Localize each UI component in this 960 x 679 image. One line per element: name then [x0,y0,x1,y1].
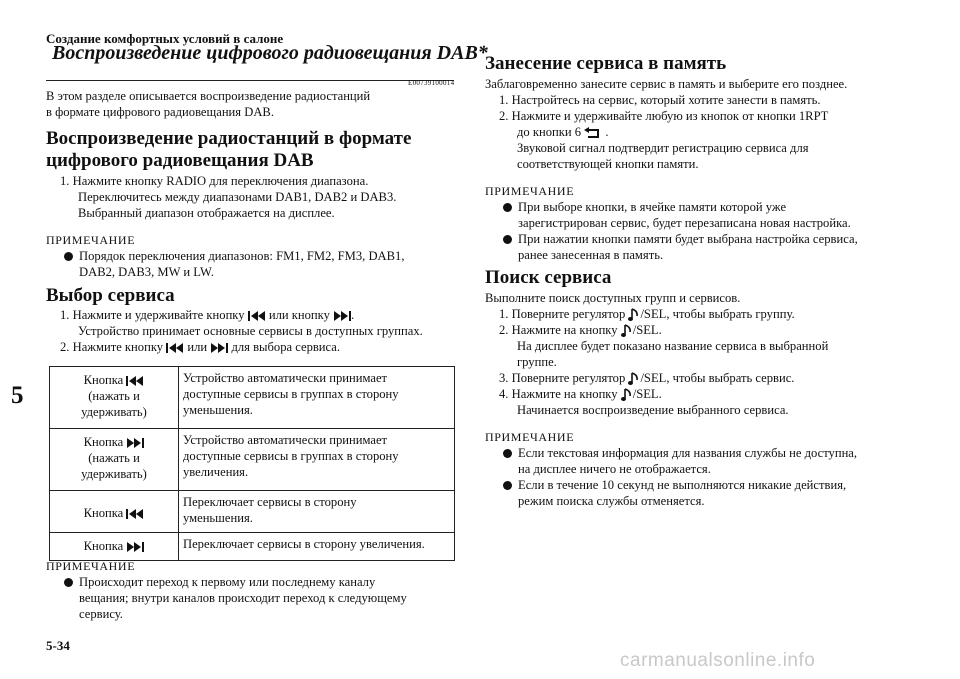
search-step-2-line-3: группе. [517,355,557,369]
heading-store-service: Занесение сервиса в память [485,53,727,74]
search-intro: Выполните поиск доступных групп и сервисов. [485,291,741,305]
seek-forward-icon [126,542,144,552]
bullet-icon [503,481,512,490]
note-item-line-2: режим поиска службы отменяется. [518,494,705,508]
search-step-4: 4. Нажмите на кнопку /SEL. [499,387,662,401]
title-divider [46,80,454,81]
seek-back-icon [126,376,144,386]
note-item: Если текстовая информация для названия службы не доступна, [503,445,857,461]
seek-forward-icon [333,311,351,321]
table-value-cell: Переключает сервисы в сторону уменьшения. [179,491,455,533]
section-title: Воспроизведение цифрового радиовещания DAB* [52,42,488,64]
table-value-cell: Устройство автоматически принимает доступные сервисы в группах в сторону увеличения. [179,429,455,491]
chapter-number: 5 [11,382,24,409]
table-row [50,533,455,561]
button-table [49,366,455,561]
select-step-2: 2. Нажмите кнопку или для выбора сервиса. [60,340,341,354]
note-item-line-2: ранее занесенная в память. [518,248,664,262]
note-item: Если в течение 10 секунд не выполняются никакие действия, [503,477,846,493]
note-item-line-2: зарегистрирован сервис, будет перезаписана новая настройка. [518,216,851,230]
seek-forward-icon [210,343,228,353]
note-item-line-2: на дисплее ничего не отображается. [518,462,711,476]
chapter-tab [0,366,30,438]
search-step-3: 3. Поверните регулятор /SEL, чтобы выбрать сервис. [499,371,795,385]
note-item-line-2: DAB2, DAB3, MW и LW. [79,265,214,279]
table-value-cell: Устройство автоматически принимает доступные сервисы в группах в сторону уменьшения. [179,367,455,429]
note-label: ПРИМЕЧАНИЕ [46,233,136,247]
store-intro: Заблаговременно занесите сервис в память и выберите его позднее. [485,77,848,91]
table-key-cell: Кнопка [50,533,179,561]
note-item: Порядок переключения диапазонов: FM1, FM2, FM3, DAB1, [64,248,405,264]
seek-back-icon [126,509,144,519]
heading-dab-line-1: Воспроизведение радиостанций в формате [46,128,412,149]
store-step-2-line-4: соответствующей кнопки памяти. [517,157,699,171]
table-value-cell: Переключает сервисы в сторону увеличения. [179,533,455,561]
select-step-1-line-2: Устройство принимает основные сервисы в доступных группах. [78,324,423,338]
seek-back-icon [248,311,266,321]
doc-code: E00739100014 [408,79,455,87]
note-item-line-2: вещания; внутри каналов происходит переход к следующему [79,591,407,605]
table-key-cell: Кнопка (нажать и удерживать) [50,367,179,429]
note-label: ПРИМЕЧАНИЕ [485,184,575,198]
music-note-icon [628,308,640,322]
seek-back-icon [166,343,184,353]
store-step-2-line-3: Звуковой сигнал подтвердит регистрацию сервиса для [517,141,809,155]
note-item: При выборе кнопки, в ячейке памяти которой уже [503,199,786,215]
note-item-line-3: сервису. [79,607,123,621]
note-item: Происходит переход к первому или последнему каналу [64,574,375,590]
step-1-line-2: Переключитесь между диапазонами DAB1, DAB2 и DAB3. [78,190,397,204]
store-step-2: 2. Нажмите и удерживайте любую из кнопок от кнопки 1RPT [499,109,829,123]
search-step-2: 2. Нажмите на кнопку /SEL. [499,323,662,337]
heading-search-service: Поиск сервиса [485,267,612,288]
music-note-icon [628,372,640,386]
music-note-icon [621,324,633,338]
heading-select-service: Выбор сервиса [46,285,175,306]
table-row [50,367,455,429]
store-step-2-line-2: до кнопки 6 . [517,125,609,139]
bullet-icon [64,578,73,587]
music-note-icon [621,388,633,402]
bullet-icon [503,449,512,458]
note-item: При нажатии кнопки памяти будет выбрана настройка сервиса, [503,231,858,247]
store-step-1: 1. Настройтесь на сервис, который хотите занести в память. [499,93,821,107]
select-step-1: 1. Нажмите и удерживайте кнопку или кнопку . [60,308,355,322]
seek-forward-icon [126,438,144,448]
heading-dab-line-2: цифрового радиовещания DAB [46,150,314,171]
step-1: 1. Нажмите кнопку RADIO для переключения диапазона. [60,174,369,188]
bullet-icon [503,203,512,212]
table-key-cell: Кнопка (нажать и удерживать) [50,429,179,491]
note-label: ПРИМЕЧАНИЕ [485,430,575,444]
intro-line-2: в формате цифрового радиовещания DAB. [46,105,274,119]
intro-line-1: В этом разделе описывается воспроизведение радиостанций [46,89,371,103]
table-key-cell: Кнопка [50,491,179,533]
step-1-line-3: Выбранный диапазон отображается на дисплее. [78,206,335,220]
page-number: 5-34 [46,638,70,653]
watermark: carmanualsonline.info [620,650,816,671]
table-row [50,429,455,491]
bullet-icon [503,235,512,244]
running-header: Создание комфортных условий в салоне [46,31,284,46]
repeat-back-icon [584,127,602,139]
search-step-4-line-2: Начинается воспроизведение выбранного сервиса. [517,403,789,417]
table-row [50,491,455,533]
bullet-icon [64,252,73,261]
search-step-2-line-2: На дисплее будет показано название сервиса в выбранной [517,339,829,353]
search-step-1: 1. Поверните регулятор /SEL, чтобы выбрать группу. [499,307,795,321]
note-label: ПРИМЕЧАНИЕ [46,559,136,573]
